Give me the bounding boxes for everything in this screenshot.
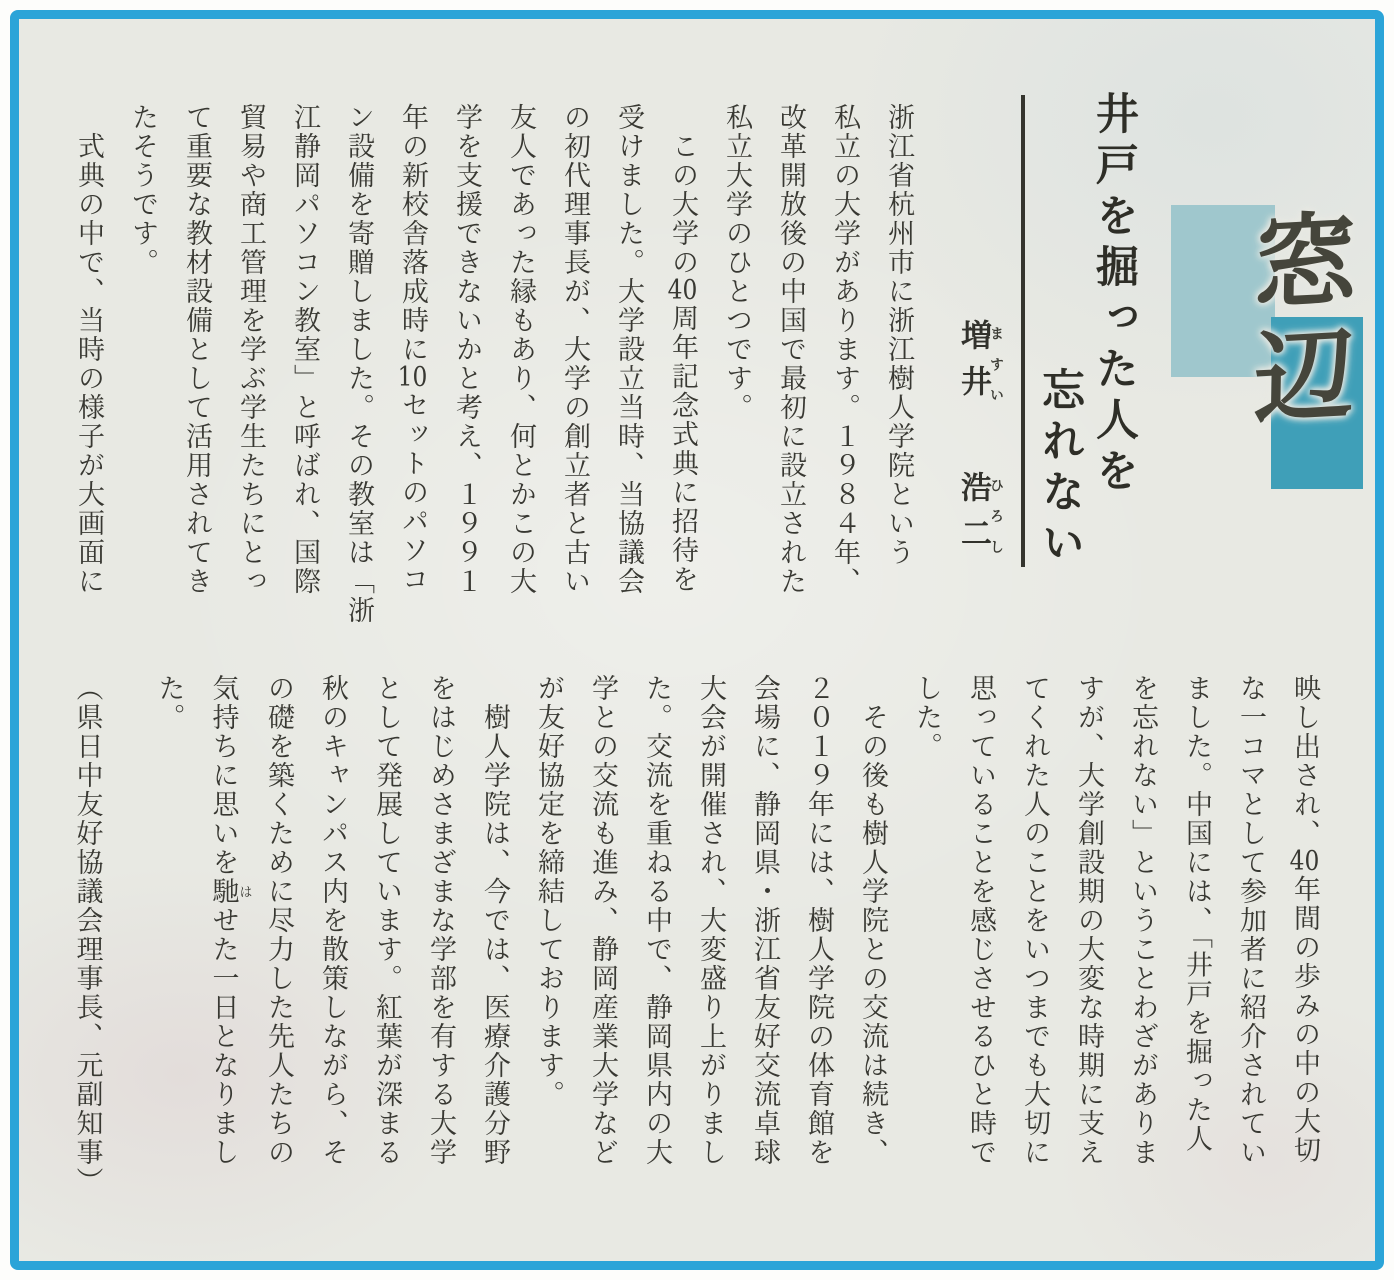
- article-column: 大会が開催され、大変盛り上がりまし: [695, 674, 726, 1167]
- article-column: した。: [911, 674, 942, 761]
- article-column: 会場に、静岡県・浙江省友好交流卓球: [749, 674, 780, 1167]
- article-column: 浙江省杭州市に浙江樹人学院という: [883, 103, 914, 567]
- headline-rule: [1021, 95, 1025, 567]
- article-column: たそうです。: [127, 103, 158, 277]
- article-column: 友人であった縁もあり、何とかこの大: [505, 103, 536, 596]
- author-surname: 増井ますい: [955, 319, 1004, 411]
- article-column: ２０１９年には、樹人学院の体育館を: [803, 674, 834, 1167]
- article-column: 秋のキャンパス内を散策しながら、そ: [317, 674, 348, 1167]
- author-byline: [951, 319, 1003, 599]
- article-column: 思っていることを感じさせるひと時で: [965, 674, 996, 1167]
- headline-line-1: 井戸を掘った人を: [1089, 91, 1139, 499]
- article-column: が友好協定を締結しております。: [533, 674, 564, 1109]
- article-column: 私立の大学があります。１９８４年、: [829, 103, 860, 596]
- article-column: 樹人学院は、今では、医療介護分野: [479, 674, 510, 1167]
- article-upper-block: [49, 83, 925, 647]
- article-lower-block: [59, 664, 1331, 1264]
- article-column: 受けました。大学設立当時、当協議会: [613, 103, 644, 596]
- article-column: てくれた人のことをいつまでも大切に: [1019, 674, 1050, 1167]
- headline-line-2: 忘れない: [1035, 367, 1085, 571]
- article-column: をはじめさまざまな学部を有する大学: [425, 674, 456, 1167]
- author-given-name: 浩二ひろし: [955, 470, 1004, 563]
- article-column: の礎を築くために尽力した先人たちの: [263, 674, 294, 1167]
- article-column: その後も樹人学院との交流は続き、: [857, 674, 888, 1167]
- article-column: すが、大学創設期の大変な時期に支え: [1073, 674, 1104, 1167]
- article-column: ました。中国には、「井戸を掘った人: [1181, 674, 1212, 1154]
- article-column: 式典の中で、当時の様子が大画面に: [73, 103, 104, 596]
- masthead-title: 窓辺: [1235, 205, 1358, 441]
- article-column: 貿易や商工管理を学ぶ学生たちにとっ: [235, 103, 266, 596]
- article-column: た。交流を重ねる中で、静岡県内の大: [641, 674, 672, 1167]
- article-column: 学を支援できないかと考え、１９９１: [451, 103, 482, 596]
- article-column: 学との交流も進み、静岡産業大学など: [587, 674, 618, 1167]
- article-column: この大学の40周年記念式典に招待を: [667, 103, 698, 594]
- article-column: を忘れない」ということわざがありま: [1127, 674, 1158, 1167]
- attribution-column: （県日中友好協議会理事長、元副知事）: [71, 674, 103, 1196]
- article-column: 映し出され、40年間の歩みの中の大切: [1289, 674, 1320, 1165]
- article-column: た。: [153, 674, 185, 732]
- article-column: 年の新校舎落成時に10セットのパソコ: [397, 103, 428, 594]
- article-column: の初代理事長が、大学の創立者と古い: [559, 103, 590, 596]
- article-column: な一コマとして参加者に紹介されてい: [1235, 674, 1266, 1167]
- article-column: 私立大学のひとつです。: [721, 103, 752, 422]
- article-column: として発展しています。紅葉が深まる: [371, 674, 402, 1167]
- article-frame: [10, 10, 1384, 1270]
- article-column: 気持ちに思いを馳はせた一日となりまし: [207, 674, 252, 1167]
- article-column: 江静岡パソコン教室」と呼ばれ、国際: [289, 103, 320, 596]
- article-column: て重要な教材設備として活用されてき: [181, 103, 212, 596]
- article-column: ン設備を寄贈しました。その教室は「浙: [343, 103, 374, 625]
- article-column: 改革開放後の中国で最初に設立された: [775, 103, 806, 596]
